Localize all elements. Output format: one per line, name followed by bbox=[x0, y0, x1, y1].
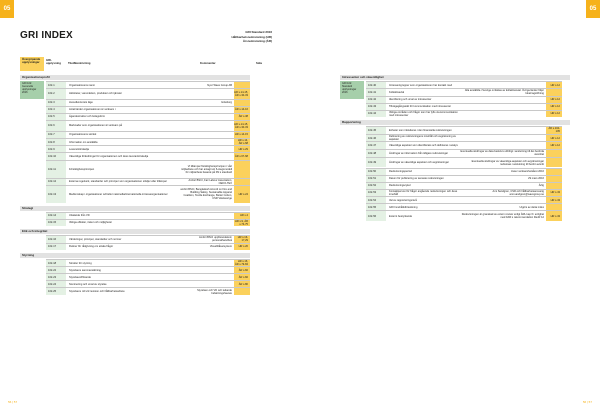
row-description: Väsentliga aspekter som identifierats och definieras i analys bbox=[389, 144, 458, 148]
row-description: Styrelsens sammansättning bbox=[69, 268, 101, 272]
page-title: GRI INDEX bbox=[20, 30, 73, 41]
row-description: Styrelsens roll vid revision och hållbarhetsarbete bbox=[69, 290, 125, 294]
page-reference: HR s.43 bbox=[546, 211, 562, 221]
index-row bbox=[46, 280, 250, 287]
page-reference: ÅR s.67-68 bbox=[235, 155, 248, 159]
page-reference bbox=[234, 161, 250, 178]
index-row bbox=[46, 235, 250, 243]
row-comment bbox=[460, 127, 546, 134]
page-number-left: 56 | 57 bbox=[8, 400, 18, 404]
gri-number: 102-49 bbox=[366, 158, 386, 168]
gri-number: 102-6 bbox=[46, 121, 66, 131]
page-reference: HR s.14, ÅR s.68 bbox=[234, 139, 250, 146]
index-row bbox=[46, 131, 250, 138]
gri-number: 102-41 bbox=[366, 89, 386, 96]
gri-number: 102-15 bbox=[46, 220, 66, 227]
row-description: Redovisningsperiod bbox=[389, 170, 412, 173]
page-reference: HR s.16-17,29 bbox=[234, 236, 250, 243]
index-row bbox=[46, 185, 250, 203]
index-row bbox=[46, 243, 250, 250]
row-comment bbox=[180, 121, 234, 131]
index-row bbox=[366, 210, 562, 221]
row-description: Tillvägagångssätt för kommunikation med intressenter bbox=[389, 105, 452, 109]
gri-number: 102-25 bbox=[46, 288, 66, 295]
section-title: Intressenter och väsentlighet bbox=[340, 75, 570, 80]
gri-number: 102-10 bbox=[46, 153, 66, 160]
gri-number: 102-7 bbox=[46, 132, 66, 138]
index-row bbox=[366, 110, 562, 118]
row-comment: Amfori BSCI, Fair Labour Association, OEKO-TEX bbox=[188, 178, 232, 185]
row-description: Försiktighetsprincipen bbox=[69, 167, 95, 171]
page-reference: HR s.43 bbox=[546, 197, 562, 203]
index-row bbox=[46, 273, 250, 280]
row-description: Nominering och urval av styrelse bbox=[69, 282, 107, 286]
row-comment: amfori BSCI, Bangladesh Accord on Fire and Building Safety, Sustainable Apparel Coalition, Textile Exchange, Better Cotton, CSR Västsverige bbox=[180, 188, 232, 201]
index-row bbox=[46, 120, 250, 131]
row-comment: Eventuella ändringar av väsentliga aspekter och avgränsningar redovisas i anslutning till berört avsnitt bbox=[471, 159, 544, 166]
row-comment bbox=[460, 135, 546, 142]
row-description: GRI Innehållsförteckning bbox=[389, 205, 418, 209]
gri-number: 102-3 bbox=[46, 100, 66, 106]
row-description: Uttalande från VD bbox=[69, 214, 90, 218]
row-description: Huvudkontorets läge bbox=[69, 101, 93, 105]
gri-number: 102-44 bbox=[366, 111, 386, 118]
index-row bbox=[366, 81, 562, 88]
page-reference bbox=[546, 158, 562, 168]
index-row bbox=[366, 88, 562, 96]
index-row bbox=[366, 196, 562, 203]
row-comment bbox=[180, 260, 234, 267]
section-title: Strategi bbox=[20, 206, 250, 211]
index-row bbox=[46, 259, 250, 267]
index-row bbox=[366, 157, 562, 168]
page-reference: ÅR s.82 bbox=[234, 274, 250, 280]
section-title: Styrning bbox=[20, 253, 250, 258]
index-row bbox=[46, 266, 250, 273]
row-description: Värderingar, principer, standarder och normer bbox=[69, 237, 122, 241]
header-gri: GRI-upplysning bbox=[46, 58, 61, 66]
gri-number: 102-56 bbox=[366, 211, 386, 221]
page-reference: HR s.12 bbox=[546, 135, 562, 142]
row-comment bbox=[180, 153, 234, 160]
row-comment: Vi tillämpar försiktighetsprincipen i vårt miljöarbete och har antagit ett 6-stegsmodell för miljöarbete baserat på FN:s standard bbox=[180, 164, 232, 174]
header-tema: Övergripande upplysningar bbox=[20, 57, 44, 71]
page-reference: HR s.43 bbox=[546, 190, 562, 197]
row-comment: Utgörs av detta index bbox=[519, 205, 544, 209]
gri-number: 102-1 bbox=[46, 82, 66, 88]
page-reference: HR s.16, ÅR s.79-84 bbox=[235, 260, 248, 267]
index-row bbox=[366, 126, 562, 134]
row-description: Ändringar av information från tidigare redovisningar bbox=[389, 151, 448, 155]
row-description: Kollektivavtal bbox=[389, 90, 405, 94]
chapter-tab-left: 05 bbox=[0, 0, 14, 18]
section-title: Rapportering bbox=[340, 120, 570, 125]
row-comment: Göteborg bbox=[221, 101, 232, 105]
index-row bbox=[46, 138, 250, 146]
gri-number: 102-2 bbox=[46, 89, 66, 99]
index-row bbox=[46, 178, 250, 186]
page-reference: HR s.9, ÅR s.73-75 bbox=[235, 219, 248, 226]
row-comment: Visselblåsarsystem bbox=[209, 245, 232, 249]
page-reference: ÅR s.80 bbox=[234, 281, 250, 287]
gri-number: 102-17 bbox=[46, 244, 66, 250]
row-comment bbox=[460, 142, 546, 149]
standard-line: Hållbarhetsredovisning (HR) bbox=[231, 34, 272, 39]
row-description: Datum för publicering av senaste redovisningen bbox=[389, 177, 444, 180]
row-description: Antal länder organisationen är verksam i bbox=[69, 108, 116, 112]
gri-number: 102-51 bbox=[366, 176, 386, 182]
row-description: Intressentgrupper som organisationen har kontakt med bbox=[389, 83, 453, 87]
standard-line: Årsredovisning (ÅR) bbox=[242, 39, 272, 43]
gri-number: 102-12 bbox=[46, 179, 66, 186]
row-description: Organisationens namn bbox=[69, 83, 96, 87]
page-reference bbox=[546, 89, 562, 96]
header-page: Sida bbox=[256, 61, 262, 65]
page-reference: HR s.12 bbox=[546, 97, 562, 103]
index-row bbox=[46, 287, 250, 295]
gri-number: 102-52 bbox=[366, 183, 386, 189]
row-comment bbox=[180, 220, 234, 227]
section-title: Etik och integritet bbox=[20, 229, 250, 234]
gri-standard-label: GRI 102: Generella upplysningar 2016 bbox=[20, 81, 44, 99]
index-row bbox=[366, 168, 562, 175]
page-reference: HR s.14-15, ÅR s.30-33 bbox=[234, 122, 248, 129]
row-description: Medlemskap i organisationer och/eller nationella/internationella intresseorganisationer bbox=[69, 192, 168, 196]
gri-number: 102-54 bbox=[366, 197, 386, 203]
gri-number: 102-22 bbox=[46, 267, 66, 273]
row-description: Rutiner för rådgivning om etiska frågor bbox=[69, 245, 114, 249]
row-comment: Årlig bbox=[538, 184, 544, 187]
gri-number: 102-45 bbox=[366, 127, 386, 134]
index-row bbox=[366, 182, 562, 189]
row-description: Väsentliga förändringar för organisationen och dess leverantörskedja bbox=[69, 155, 149, 159]
row-comment bbox=[180, 89, 234, 99]
index-row bbox=[366, 203, 562, 210]
row-comment: Eventuella ändringar av data beskrivs utförligt i anslutning till det berörda avsnittet bbox=[460, 150, 544, 157]
row-description: Redovisningscykel bbox=[389, 184, 411, 187]
index-row bbox=[46, 145, 250, 152]
gri-number: 102-40 bbox=[366, 82, 386, 88]
index-row bbox=[366, 141, 562, 149]
row-description: Definiering av redovisningens innehåll och avgränsning av aspekter bbox=[389, 135, 456, 142]
standard-info bbox=[220, 30, 272, 44]
index-row bbox=[46, 81, 250, 88]
gri-number: 102-13 bbox=[46, 186, 66, 203]
row-description: Leverantörskedja bbox=[69, 147, 89, 151]
row-comment bbox=[180, 139, 234, 146]
gri-number: 102-11 bbox=[46, 161, 66, 178]
row-comment: Amfori BSCI uppförandekod, personalhandbok bbox=[198, 236, 232, 243]
page-reference: ÅR s.14-16 bbox=[235, 108, 248, 112]
gri-number: 102-23 bbox=[46, 274, 66, 280]
row-description: Ägandestruktur och bolagsform bbox=[69, 115, 106, 119]
row-description: Aktiviteter, varumärken, produkter och tjänster bbox=[69, 92, 122, 96]
index-row bbox=[366, 134, 562, 142]
index-row bbox=[46, 212, 250, 219]
gri-number: 102-47 bbox=[366, 142, 386, 149]
index-row bbox=[46, 106, 250, 113]
row-comment: Nyer Wave Group AB bbox=[207, 83, 232, 87]
index-row bbox=[46, 113, 250, 120]
index-row bbox=[46, 160, 250, 178]
index-row bbox=[46, 99, 250, 106]
row-description: Externa regelverk, standarder och principer som organisationen stödjer eller tillämpar bbox=[69, 180, 167, 184]
gri-number: 102-55 bbox=[366, 204, 386, 210]
index-row bbox=[46, 219, 250, 227]
header-comment: Kommentar bbox=[200, 61, 216, 65]
gri-number: 102-50 bbox=[366, 169, 386, 175]
gri-number: 102-9 bbox=[46, 146, 66, 152]
row-description: Enheter som inkluderas i den finansiella redovisningen bbox=[389, 128, 452, 132]
row-comment: Avser verksamhetsåret 2016 bbox=[511, 170, 544, 173]
page-reference bbox=[546, 150, 562, 157]
gri-number: 102-4 bbox=[46, 107, 66, 113]
row-comment: 29 mars 2016 bbox=[528, 177, 544, 180]
row-description: Marknader som organisationen är verksam på bbox=[69, 124, 122, 128]
page-reference: ÅR s.104-105 bbox=[546, 127, 562, 134]
page-reference bbox=[234, 179, 250, 186]
row-description: Viktiga effekter, risker och möjligheter bbox=[69, 221, 113, 225]
index-row bbox=[366, 149, 562, 157]
gri-number: 102-53 bbox=[366, 190, 386, 197]
gri-number: 102-42 bbox=[366, 97, 386, 103]
gri-number: 102-48 bbox=[366, 150, 386, 157]
page-number-right: 56 | 57 bbox=[582, 400, 592, 404]
row-description: Organisationens storlek bbox=[69, 133, 97, 137]
page-reference: HR s.20 bbox=[234, 244, 250, 250]
page-reference: HR s.12 bbox=[546, 111, 562, 118]
section-title: Organisationsprofil bbox=[20, 75, 250, 80]
index-row bbox=[366, 175, 562, 182]
page-reference: HR s.12 bbox=[546, 142, 562, 149]
page-reference: ÅR s.38 bbox=[234, 114, 250, 120]
row-comment bbox=[460, 111, 546, 118]
gri-number: 102-16 bbox=[46, 236, 66, 243]
chapter-tab-right: 05 bbox=[586, 0, 600, 18]
page-reference: HR s.4 bbox=[234, 213, 250, 219]
row-comment: Alla anställda i Sverige omfattas av kollektivavtal. Övriga länder följer lokal lagstiftning bbox=[464, 89, 544, 96]
row-comment: Redovisningen är granskad av extern revisor enligt ÅRL kap 6 i enlighet med FAR:s rekommendation RevR 12 bbox=[461, 213, 544, 220]
standard-line: GRI Standard 2016 bbox=[245, 30, 272, 34]
gri-number: 102-8 bbox=[46, 139, 66, 146]
page-reference: HR s.14-15, ÅR s.30-33 bbox=[234, 90, 248, 97]
row-description: Information om anställda bbox=[69, 140, 98, 144]
row-comment: Styrelsen och VD och ledande befattningshavare bbox=[197, 288, 232, 295]
row-description: Kontaktperson för frågor angående redovisningen och dess innehåll bbox=[389, 189, 458, 196]
gri-number: 102-14 bbox=[46, 213, 66, 219]
index-row bbox=[366, 96, 562, 103]
row-description: Externt bestyrkande bbox=[389, 214, 413, 218]
page-reference: HR s.12 bbox=[546, 82, 562, 88]
page-reference: ÅR s.82 bbox=[234, 267, 250, 273]
page-reference: HR s.12 bbox=[546, 104, 562, 110]
index-row bbox=[366, 189, 562, 197]
row-description: Val av rapporteringsnivå bbox=[389, 198, 417, 202]
row-comment: Ami Sandgren, CSR och hållbarhetsansvarig ami.sandgren@wavegroup.se bbox=[492, 189, 544, 196]
row-description: Struktur för styrning bbox=[69, 261, 92, 265]
gri-number: 102-18 bbox=[46, 260, 66, 267]
header-desc: Titel/Beskrivning bbox=[68, 61, 91, 65]
index-row bbox=[46, 88, 250, 99]
page-reference: HR s.29 bbox=[234, 146, 250, 152]
page-reference bbox=[234, 288, 250, 295]
index-row bbox=[46, 152, 250, 160]
gri-number: 102-43 bbox=[366, 104, 386, 110]
index-row bbox=[366, 103, 562, 110]
row-description: Identifiering och urval av intressenter bbox=[389, 98, 432, 102]
page-reference: HR s.14-15 bbox=[234, 133, 248, 137]
gri-standard-label: GRI 102: Standard upplysningar 2016 bbox=[340, 81, 364, 99]
page-reference: HR s.24 bbox=[234, 186, 250, 203]
gri-number: 102-24 bbox=[46, 281, 66, 287]
row-description: Ändringar av väsentliga aspekter och avgränsningar bbox=[389, 161, 449, 165]
gri-number: 102-5 bbox=[46, 114, 66, 120]
gri-number: 102-46 bbox=[366, 135, 386, 142]
row-description: Styrelseordförande bbox=[69, 275, 91, 279]
row-description: Viktiga områden och frågor som har lyfts via kommunikation med intressenter bbox=[389, 110, 458, 117]
